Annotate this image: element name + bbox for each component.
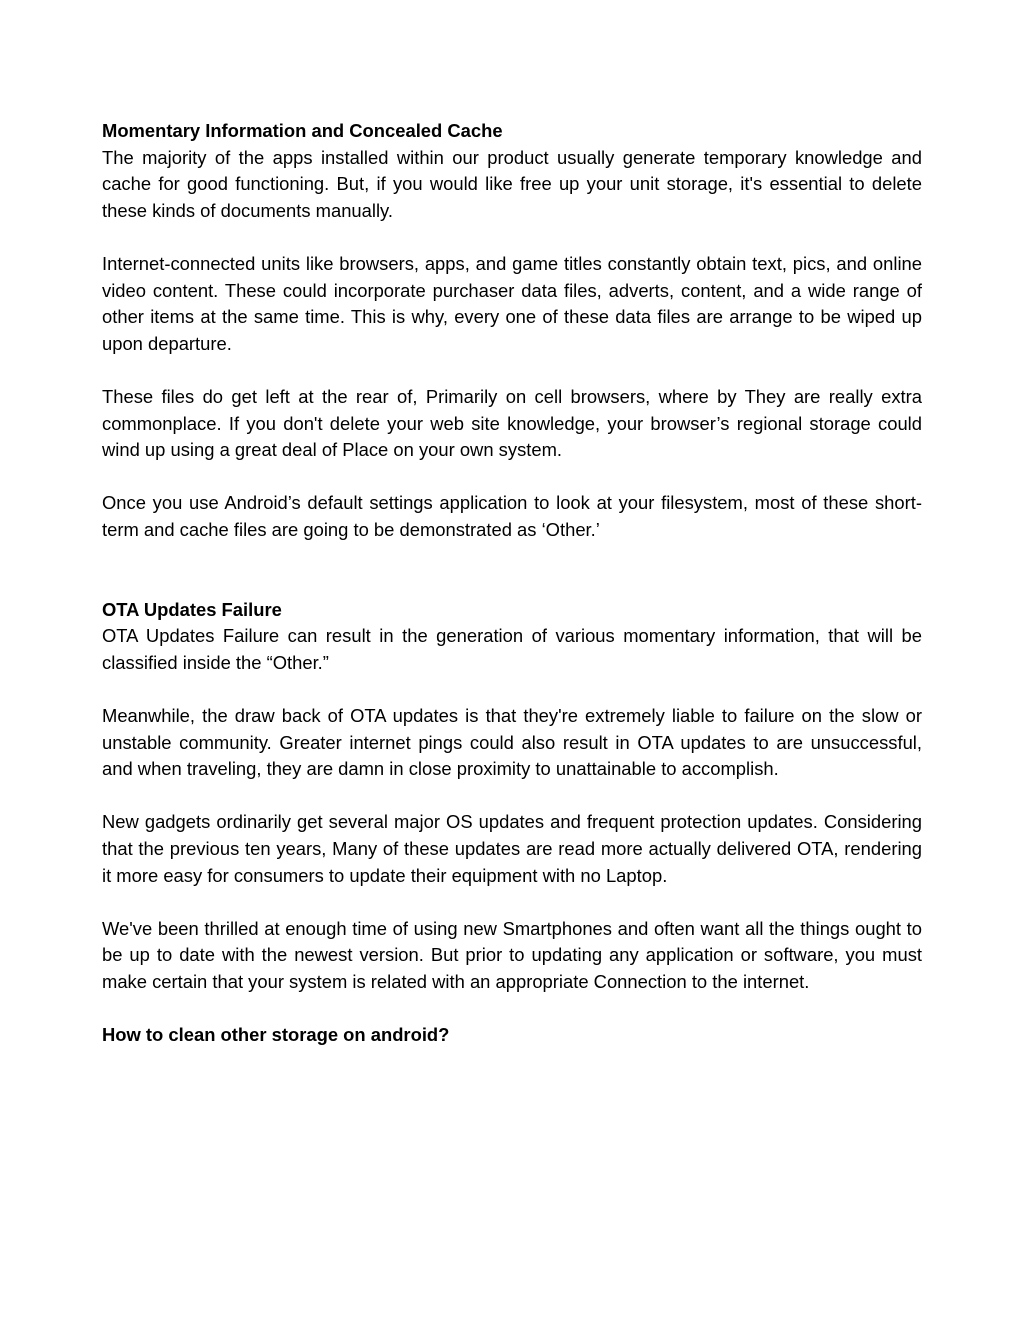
paragraph-android-settings: Once you use Android’s default settings application to look at your filesystem, most of these short-term and cache files are going to be demonstrated as ‘Other.’ — [102, 492, 922, 540]
paragraph-ota-failure-intro: OTA Updates Failure can result in the generation of various momentary information, that will be classified inside the “Other.” — [102, 625, 922, 673]
document-page — [102, 118, 922, 1049]
paragraph-files-left-behind: These files do get left at the rear of, Primarily on cell browsers, where by They are really extra commonplace. If you don't delete your web site knowledge, your browser’s regional storage could wind up using a great deal of Place on your own system. — [102, 385, 922, 461]
section-heading-ota-updates-failure: OTA Updates Failure — [102, 598, 282, 620]
paragraph-new-gadgets: New gadgets ordinarily get several major OS updates and frequent protection updates. Considering that the previous ten years, Many of these updates are read more actually delivered OTA, rendering it more easy for consumers to update their equipment with no Laptop. — [102, 811, 922, 886]
paragraph-temporary-knowledge: The majority of the apps installed within our product usually generate temporary knowledge and cache for good functioning. But, if you would like free up your unit storage, it's essential to delete these kinds of documents manually. — [102, 146, 922, 221]
section-heading-clean-other-storage: How to clean other storage on android? — [102, 1024, 450, 1046]
section-heading-momentary-information: Momentary Information and Concealed Cache — [102, 120, 503, 141]
paragraph-smartphones-updates: We've been thrilled at enough time of using new Smartphones and often want all the things ought to be up to date with the newest version. But prior to updating any application or software, you must make certain that your system is related with an appropriate Connection to the internet. — [102, 917, 922, 992]
paragraph-internet-connected-units: Internet-connected units like browsers, apps, and game titles constantly obtain text, pics, and online video content. These could incorporate purchaser data files, adverts, content, and a wide range of other items at the same time. This is why, every one of these data files are arrange to be wiped up upon departure. — [102, 252, 922, 354]
paragraph-ota-drawback: Meanwhile, the draw back of OTA updates is that they're extremely liable to failure on the slow or unstable community. Greater internet pings could also result in OTA updates to are unsuccessful, and when traveling, they are damn in close proximity to unattainable to accomplish. — [102, 705, 922, 780]
